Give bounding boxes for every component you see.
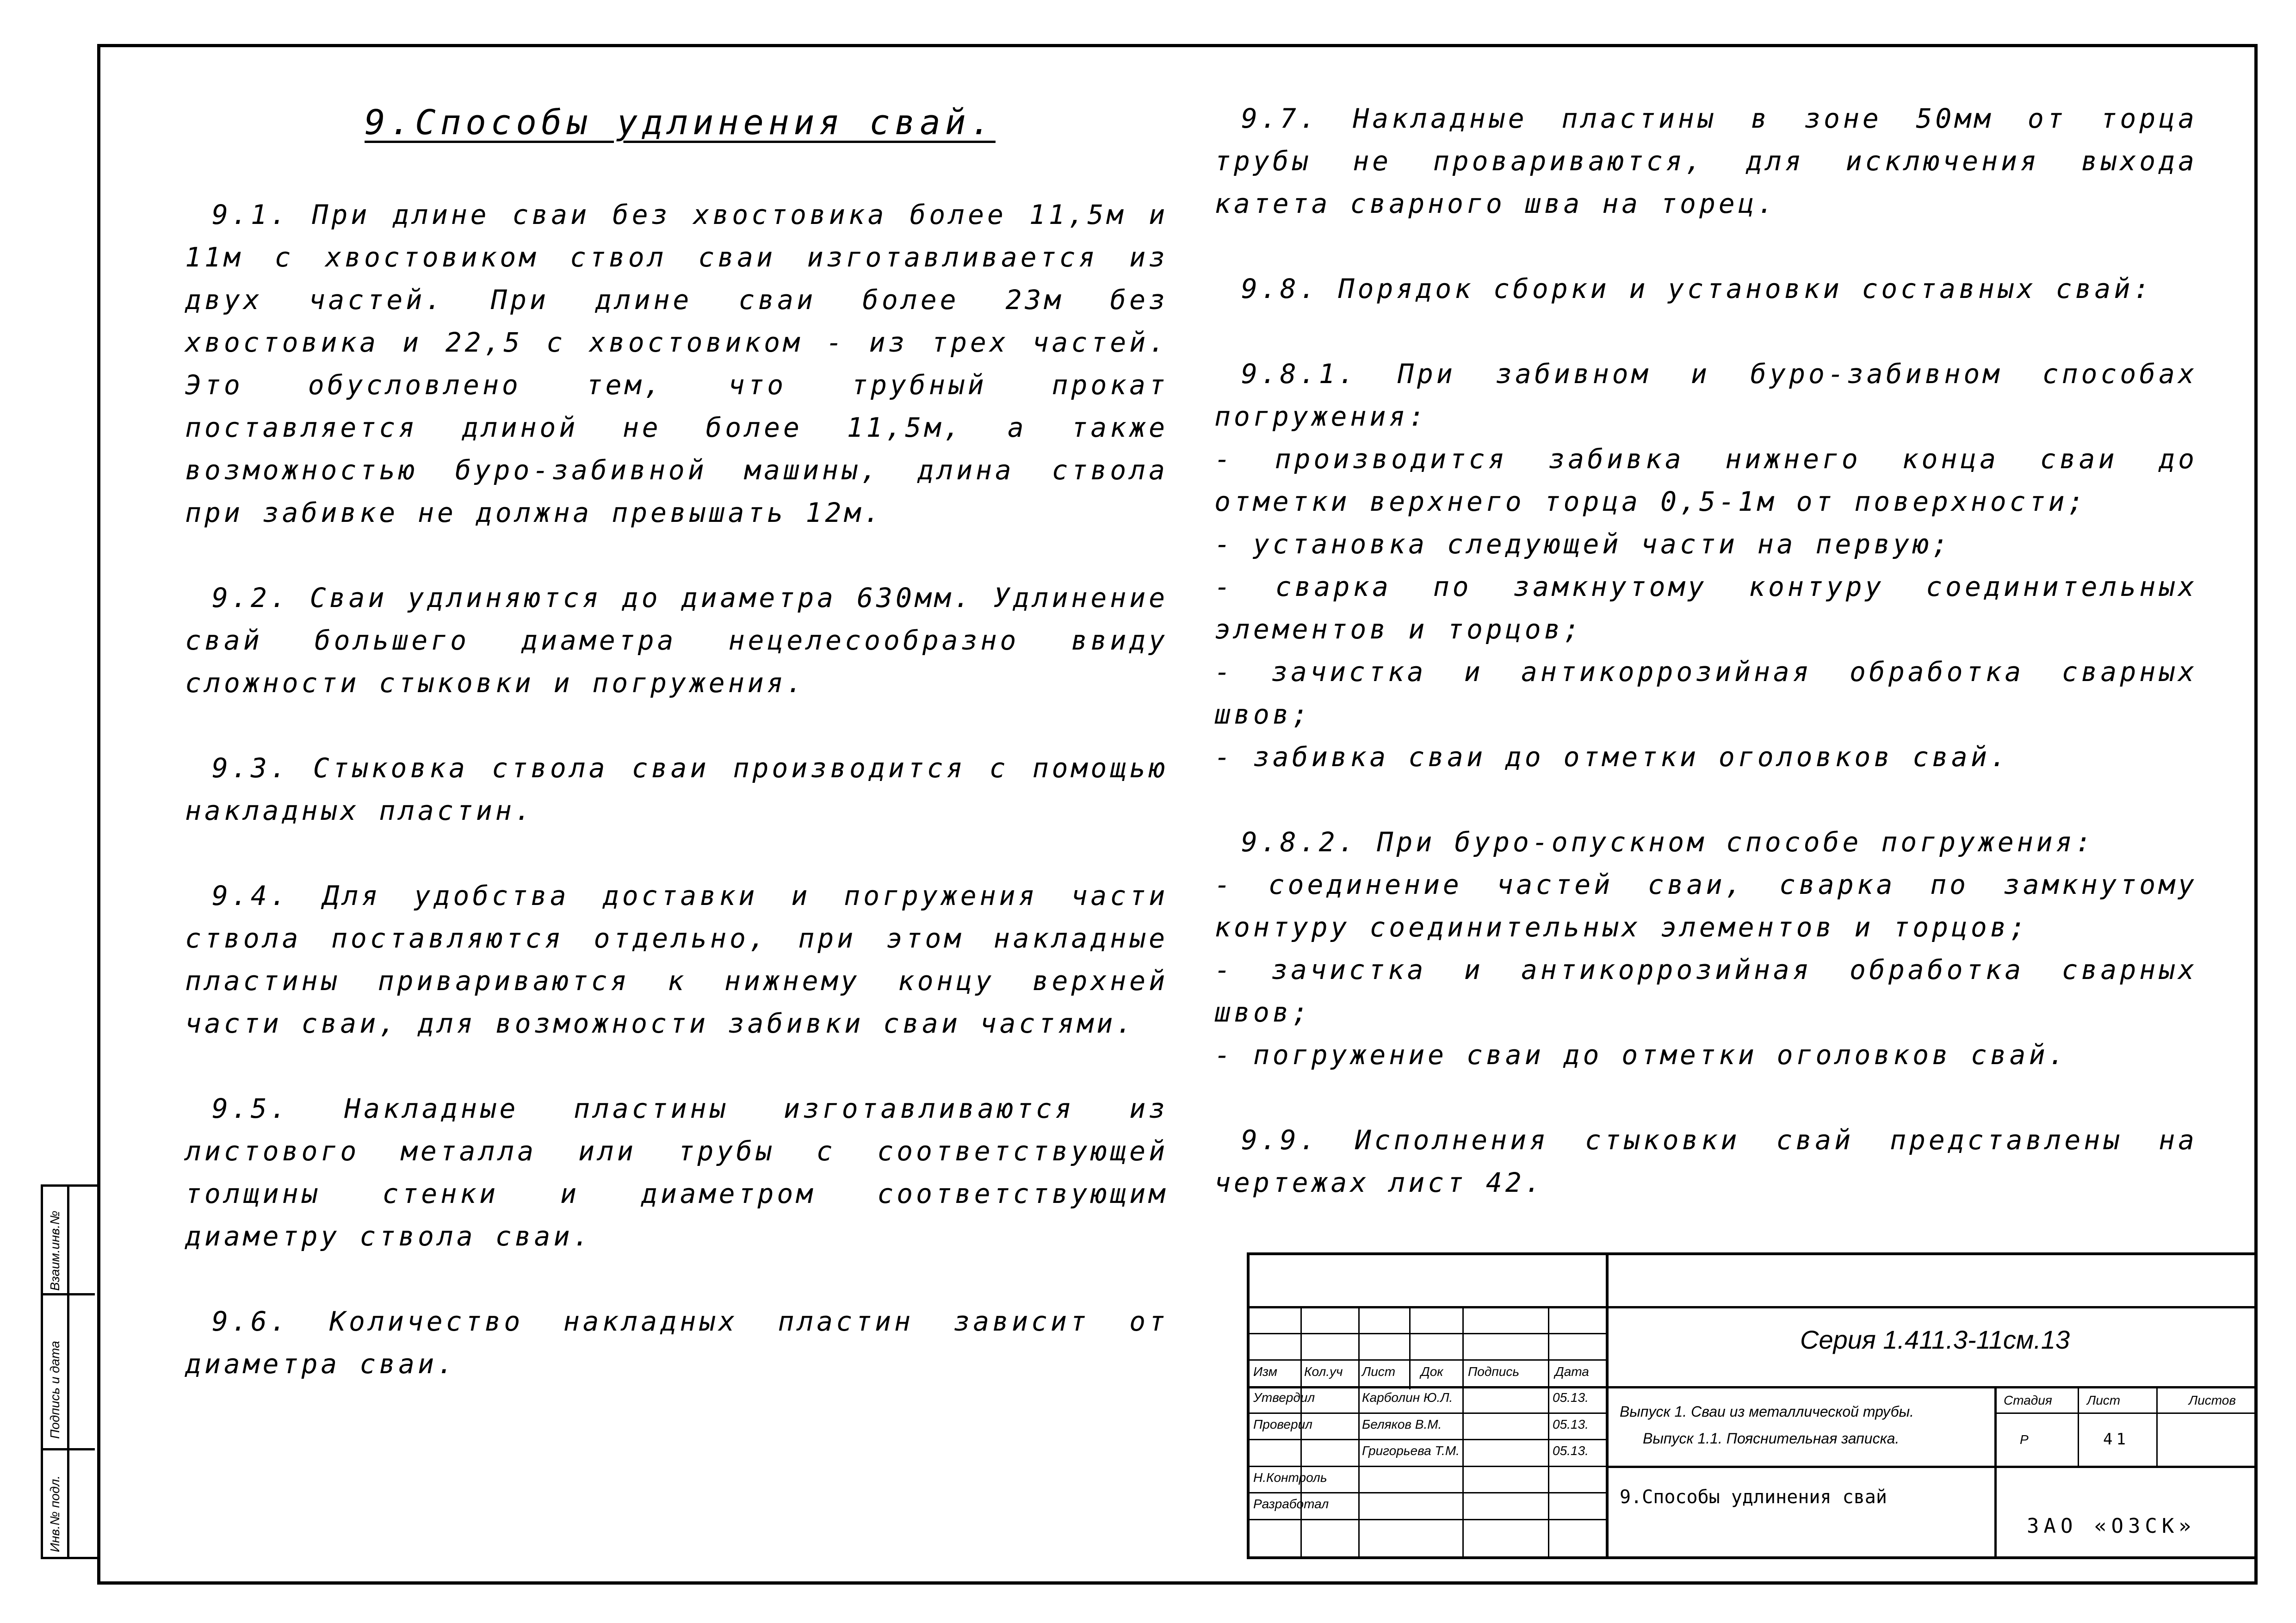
list-item: - установка следующей части на первую;: [1214, 528, 1951, 560]
date-third: 05.13.: [1553, 1443, 1589, 1458]
name-third: Григорьева Т.М.: [1362, 1443, 1460, 1458]
header-data: Дата: [1555, 1364, 1589, 1379]
strip-label-bottom: Инв.№ подл.: [48, 1475, 62, 1552]
tb-divider: [1606, 1255, 1609, 1556]
tb-vline: [1548, 1306, 1549, 1556]
paragraph-9-3: 9.3. Стыковка ствола сваи производится с помощью накладных пластин.: [185, 752, 1168, 826]
list-item: - зачистка и антикоррозийная обработка сварных швов;: [1214, 954, 2197, 1028]
page-title-text: 9.Способы удлинения свай.: [365, 103, 996, 142]
right-text-column: [1214, 97, 2197, 1204]
tb-vline: [1409, 1306, 1411, 1389]
description-line-2: Выпуск 1.1. Пояснительная записка.: [1643, 1430, 1900, 1447]
tb-hline: [1250, 1333, 1606, 1334]
paragraph-9-1: 9.1. При длине сваи без хвостовика более 11,5м и 11м с хвостовиком ствол сваи изготавливается из двух частей. При длине сваи более 23м без хвостовика и 22,5 с хвостовиком - из трех частей. Это обусловлено тем, что трубный прокат поставляется длиной не более 11,5м, а также возможностью буро-забивной машины, длина ствола при забивке не должна превышать 12м.: [185, 199, 1168, 528]
list-item: - погружение сваи до отметки оголовков свай.: [1214, 1039, 2068, 1071]
paragraph-9-5: 9.5. Накладные пластины изготавливаются из листового металла или трубы с соответствующей толщины стенки и диаметром соответствующим диаметру ствола сваи.: [185, 1093, 1168, 1252]
paragraph-9-7: 9.7. Накладные пластины в зоне 50мм от торца трубы не провариваются, для исключения выхода катета сварного шва на торец.: [1214, 103, 2197, 219]
sheet-value: 41: [2103, 1430, 2129, 1449]
name-utverdil: Карболин Ю.Л.: [1362, 1390, 1453, 1405]
description-line-1: Выпуск 1. Сваи из металлической трубы.: [1620, 1403, 1914, 1420]
section-9-8-1: [1214, 353, 2197, 778]
date-proveril: 05.13.: [1553, 1417, 1589, 1431]
stage-label: Стадия: [2004, 1393, 2052, 1407]
header-izm: Изм: [1253, 1364, 1277, 1379]
series-label: Серия 1.411.3-11см.13: [1800, 1325, 2070, 1354]
paragraph-9-9: 9.9. Исполнения стыковки свай представлены на чертежах лист 42.: [1214, 1124, 2197, 1198]
stage-value: Р: [2020, 1432, 2029, 1447]
role-utverdil: Утвердил: [1253, 1390, 1315, 1405]
tb-hline: [1250, 1466, 1606, 1467]
tb-hline: [1994, 1412, 2256, 1414]
list-item: - соединение частей сваи, сварка по замкнутому контуру соединительных элементов и торцов;: [1214, 869, 2197, 943]
tb-vline: [1358, 1387, 1360, 1556]
section-9-8-2: [1214, 821, 2197, 1076]
name-proveril: Беляков В.М.: [1362, 1417, 1442, 1431]
header-list: Лист: [1362, 1364, 1396, 1379]
tb-hline: [1250, 1519, 1606, 1520]
list-item: - сварка по замкнутому контуру соединительных элементов и торцов;: [1214, 571, 2197, 645]
tb-hline: [1250, 1386, 2256, 1388]
tb-vline: [1358, 1306, 1360, 1389]
tb-hline: [1250, 1439, 1606, 1440]
tb-vline: [1462, 1306, 1464, 1556]
paragraph-9-8: 9.8. Порядок сборки и установки составных свай:: [1241, 273, 2153, 304]
sheet-label: Лист: [2087, 1393, 2121, 1407]
paragraph-9-2: 9.2. Сваи удлиняются до диаметра 630мм. Удлинение свай большего диаметра нецелесообразно ввиду сложности стыковки и погружения.: [185, 582, 1168, 699]
tb-vline: [2078, 1386, 2079, 1466]
strip-label-mid: Подпись и дата: [48, 1341, 62, 1439]
paragraph-9-8-2: 9.8.2. При буро-опускном способе погружения:: [1241, 826, 2095, 858]
sheet-title: 9.Способы удлинения свай: [1620, 1487, 1887, 1508]
title-block: [1247, 1252, 2258, 1559]
side-stamp-strip: [41, 1184, 97, 1559]
role-n-kontrol: Н.Контроль: [1253, 1470, 1327, 1485]
left-text-column: [185, 193, 1168, 1385]
tb-vline: [1994, 1386, 1997, 1556]
tb-hline: [1250, 1306, 2256, 1308]
list-item: - производится забивка нижнего конца сваи до отметки верхнего торца 0,5-1м от поверхности;: [1214, 443, 2197, 517]
page-title: [176, 97, 1184, 148]
header-kol-uch: Кол.уч: [1304, 1364, 1343, 1379]
sheets-label: Листов: [2189, 1393, 2236, 1407]
tb-hline: [1250, 1412, 1606, 1414]
list-item: - забивка сваи до отметки оголовков свай.: [1214, 741, 2010, 773]
tb-hline: [1250, 1492, 1606, 1493]
tb-hline: [1250, 1359, 1606, 1361]
header-podpis: Подпись: [1468, 1364, 1520, 1379]
paragraph-9-6: 9.6. Количество накладных пластин зависит от диаметра сваи.: [185, 1306, 1168, 1380]
list-item: - зачистка и антикоррозийная обработка сварных швов;: [1214, 656, 2197, 730]
strip-label-top: Взаим.инв.№: [48, 1210, 62, 1291]
role-razrabotal: Разработал: [1253, 1497, 1329, 1511]
company-name: ЗАО «ОЗСК»: [2027, 1514, 2196, 1538]
tb-hline: [1609, 1466, 2256, 1468]
header-dok: Док: [1421, 1364, 1443, 1379]
tb-vline: [2156, 1386, 2158, 1466]
paragraph-9-8-1: 9.8.1. При забивном и буро-забивном способах погружения:: [1214, 358, 2197, 432]
role-proveril: Проверил: [1253, 1417, 1312, 1431]
paragraph-9-4: 9.4. Для удобства доставки и погружения части ствола поставляются отдельно, при этом накладные пластины привариваются к нижнему концу верхней части сваи, для возможности забивки сваи частями.: [185, 880, 1168, 1039]
date-utverdil: 05.13.: [1553, 1390, 1589, 1405]
